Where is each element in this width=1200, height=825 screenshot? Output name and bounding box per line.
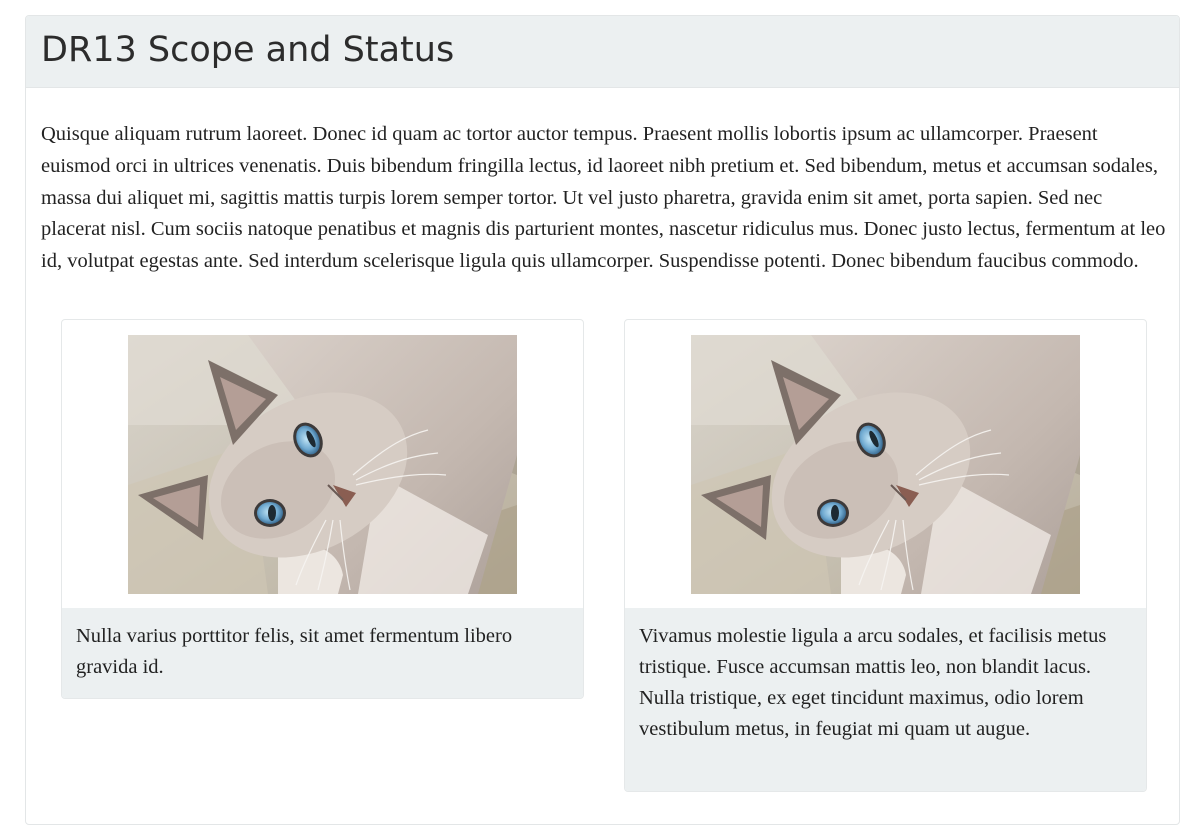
image-card-left [61,319,584,699]
cat-photo [128,335,517,594]
panel-heading [26,16,1179,88]
intro-paragraph: Quisque aliquam rutrum laoreet. Donec id quam ac tortor auctor tempus. Praesent mollis lobortis ipsum ac ullamcorper. Praesent euismod orci in ultrices venenatis. Duis bibendum fringilla lectus, id laoreet nibh pretium et. Sed bibendum, metus et accumsan sodales, massa dui aliquet mi, sagittis mattis turpis lorem semper tortor. Ut vel justo pharetra, gravida enim sit amet, porta sapien. Sed nec placerat nisl. Cum sociis natoque penatibus et magnis dis parturient montes, nascetur ridiculus mus. Donec justo lectus, fermentum at leo id, volutpat egestas ante. Sed interdum scelerisque ligula quis ullamcorper. Suspendisse potenti. Donec bibendum faucibus commodo. [41,123,1166,273]
card-caption [625,608,1146,791]
caption-text: Vivamus molestie ligula a arcu sodales, et facilisis metus tristique. Fusce accumsan mattis leo, non blandit lacus. Nulla tristique, ex eget tincidunt maximus, odio lorem vestibulum metus, in feugiat mi quam ut augue. [639,625,1107,740]
scope-status-panel [25,15,1180,825]
page-title: DR13 Scope and Status [41,30,455,70]
caption-text: Nulla varius porttitor felis, sit amet fermentum libero gravida id. [76,625,513,678]
cat-photo [691,335,1080,594]
card-caption [62,608,583,698]
image-card-right [624,319,1147,792]
